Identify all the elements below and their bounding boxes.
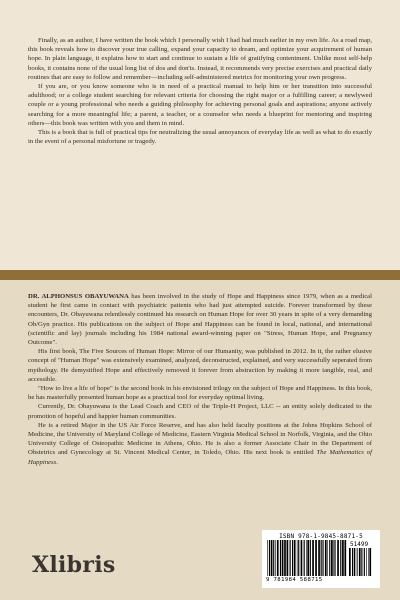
barcode-bar <box>349 548 351 576</box>
barcode-bar <box>369 548 371 576</box>
barcode-bar <box>294 540 296 576</box>
barcode-bar <box>271 540 273 576</box>
bio-text: has been involved in the study of Hope and Happiness since 1979, when as a medical student he first came in contact with psychiatric patients who had just attempted suicide. Forever transformed by these encounters, Dr. Obayuwana relentlessly continued his research on Human Hope for over 30 years in spite of a very demanding Ob/Gyn practice. His publications on the subject of Hope and Happiness can be found in local, national, and international (scientific and lay) journals including his 1984 national award-winning paper on "Stress, Human Hope, and Pregnancy Outcome". <box>28 293 372 347</box>
barcode-bar <box>280 540 281 576</box>
barcode-bar <box>333 540 334 576</box>
price-barcode-bars <box>348 548 374 576</box>
price-block <box>348 540 374 576</box>
barcode-bar <box>361 548 362 576</box>
price-code: 51499 <box>350 541 369 548</box>
divider-band <box>0 270 400 280</box>
barcode-bar <box>306 540 307 576</box>
barcode-bar <box>287 540 289 576</box>
bio-paragraph: His first book, The Five Sources of Human Hope: Mirror of our Humanity, was published in 2012. In it, the rather elusive concept of "Human Hope" was extensively examined, analyzed, deconstructed, explained, and very successfully seperated from mythology. He demystified Hope and effectively removed it forever from abstraction by making it more tangible, real, and accessible. <box>28 348 372 383</box>
barcode-bar <box>315 540 317 576</box>
barcode-bar <box>364 548 365 576</box>
barcode-row <box>266 540 376 576</box>
isbn-label: ISBN 978-1-9845-8871-5 <box>279 533 363 540</box>
barcode-bar <box>273 540 274 576</box>
barcode-bar <box>275 540 276 576</box>
barcode-bar <box>269 540 270 576</box>
barcode-bar <box>310 540 311 576</box>
barcode-bar <box>329 540 330 576</box>
barcode-bar <box>312 540 314 576</box>
barcode-bar <box>298 540 299 576</box>
barcode-bar <box>301 540 303 576</box>
intro-paragraph: If you are, or you know someone who is in need of a practical manual to help him or her transition into successful adulthood; or a college student searching for relevant criteria for choosing the right major or a fulfilling career; a newlywed couple or a young professional who needs a guiding philosophy for achieving personal goals and aspirations; anyone actively searching for a more meaningful life; a parent, a teacher, or a counselor who needs a blueprint for mentoring and inspiring others—this book was written with you and them in mind. <box>28 83 372 127</box>
barcode-bar <box>322 540 323 576</box>
barcode-bar <box>267 540 268 576</box>
barcode-bar <box>321 540 322 576</box>
barcode-bar <box>342 540 344 576</box>
bio-text: He is a retired Major in the US Air Force Reserve, and has also held faculty positions at the Johns Hopkins School of Medicine, the University of Maryland College of Medicine, Eastern Virginia Medical School in Norfolk, Virginia, and the Ohio University College of Osteopathic Medicine in Athens, Ohio. He is also a former Associate Chair in the Department of Obstetrics and Gynecology at St. Vincent Medical Center, in Toledo, Ohio. His next book is entitled <box>28 421 372 457</box>
barcode-bar <box>331 540 333 576</box>
barcode-bar <box>290 540 291 576</box>
isbn-barcode <box>262 530 380 588</box>
barcode-bar <box>354 548 355 576</box>
barcode-bar <box>357 548 358 576</box>
publisher-logo: Xlibris <box>32 552 116 578</box>
barcode-bar <box>292 540 293 576</box>
bio-text: . <box>56 458 58 466</box>
barcode-bar <box>318 540 320 576</box>
barcode-bar <box>325 540 327 576</box>
barcode-bar <box>337 540 339 576</box>
barcode-bar <box>340 540 341 576</box>
barcode-bar <box>352 548 353 576</box>
barcode-bar <box>284 540 286 576</box>
barcode-bar <box>277 540 279 576</box>
barcode-bar <box>327 540 328 576</box>
author-name: DR. ALPHONSUS OBAYUWANA <box>28 293 129 300</box>
intro-paragraph: Finally, as an author, I have written the book which I personally wish I had had much earlier in my own life. As a road map, this book reveals how to discover your true calling, expand your capacity to dream, and optimize your acquirement of human hope. In plain language, it explains how to start and continue to sustain a life of gratifying contentment. Unlike most self-help books, it contains none of the usual long list of dos and don'ts. Instead, it recommends very precise exercises and practical daily routines that are easy to follow and remember—including self-administered metrics for monitoring your own progress. <box>28 37 372 81</box>
barcode-bar <box>366 548 367 576</box>
barcode-bars <box>266 540 348 576</box>
barcode-bar <box>368 548 369 576</box>
intro-paragraph: This is a book that is full of practical tips for neutralizing the usual annoyances of everyday life as well as what to do exactly in the event of a personal misfortune or tragedy. <box>28 129 372 146</box>
barcode-bar <box>344 540 346 576</box>
intro-section <box>0 0 400 270</box>
bio-paragraph <box>28 421 372 467</box>
barcode-digits: 9 781984 588715 <box>266 577 323 583</box>
barcode-bar <box>359 548 361 576</box>
barcode-bar <box>307 540 309 576</box>
barcode-bar <box>297 540 298 576</box>
bio-paragraph: Currently, Dr. Obayuwana is the Lead Coach and CEO of the Triple-H Project, LLC -- an entity solely dedicated to the promotion of hopeful and happier human communities. <box>28 403 372 420</box>
barcode-bar <box>304 540 305 576</box>
next-book-title: The Mathematics of Happiness <box>28 449 372 466</box>
barcode-bar <box>356 548 357 576</box>
bio-paragraph: "How to live a life of hope" is the second book in his envisioned trilogy on the subject of Hope and Happiness. In this book, he has masterfully presented human hope as a practical tool for everyday optimal living. <box>28 385 372 402</box>
barcode-bar <box>335 540 336 576</box>
barcode-bar <box>282 540 284 576</box>
bio-paragraph <box>28 292 372 347</box>
